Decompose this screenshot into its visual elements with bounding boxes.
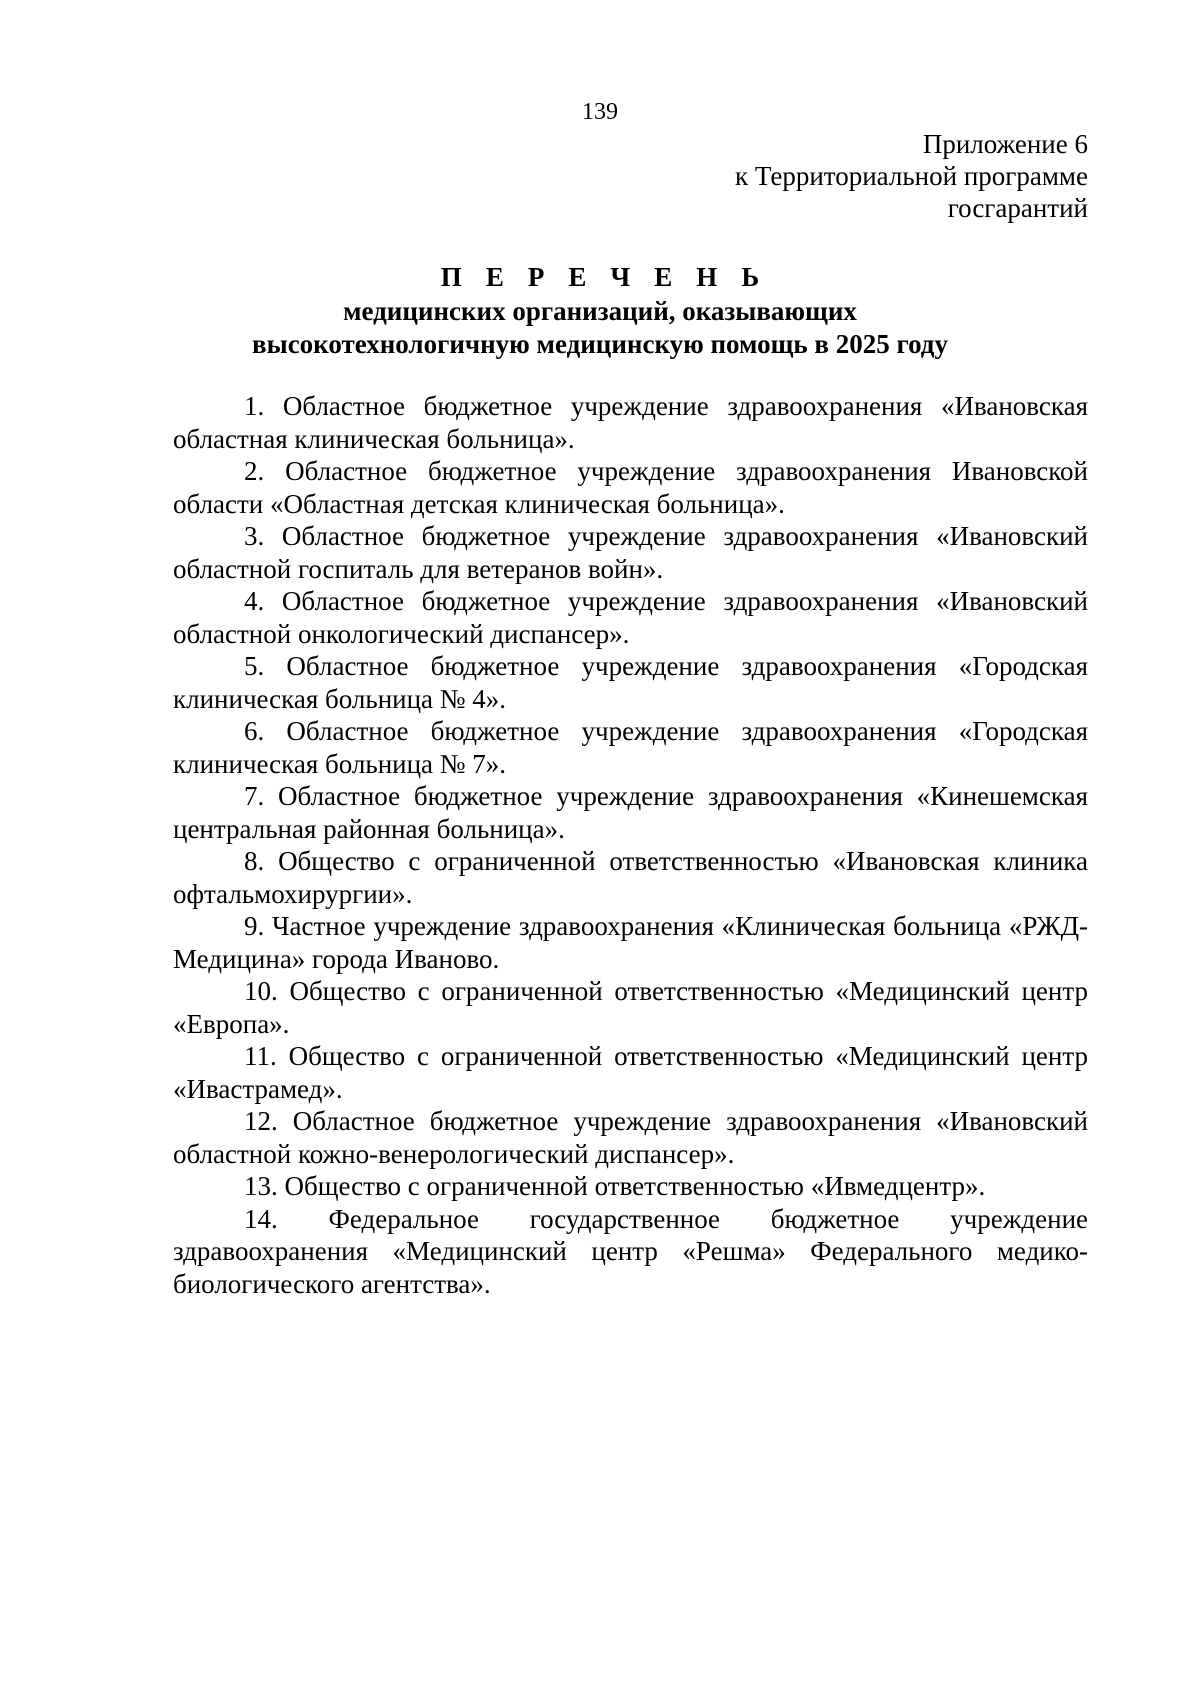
list-item: 8. Общество с ограниченной ответственностью «Ивановская клиника офтальмохирургии». [173, 846, 1088, 909]
list-item: 2. Областное бюджетное учреждение здравоохранения Ивановской области «Областная детская клиническая больница». [173, 456, 1088, 519]
list-item: 5. Областное бюджетное учреждение здравоохранения «Городская клиническая больница № 4». [173, 651, 1088, 714]
list-item: 12. Областное бюджетное учреждение здравоохранения «Ивановский областной кожно-венерологический диспансер». [173, 1106, 1088, 1169]
list-item: 14. Федеральное государственное бюджетное учреждение здравоохранения «Медицинский центр «Решма» Федерального медико-биологического агентства». [173, 1203, 1088, 1299]
document-subtitle-line-2: высокотехнологичную медицинскую помощь в 2025 году [252, 329, 948, 359]
page-number: 139 [582, 99, 618, 125]
organization-list [173, 390, 1088, 1300]
appendix-line-1: Приложение 6 [922, 129, 1088, 159]
list-item: 6. Областное бюджетное учреждение здравоохранения «Городская клиническая больница № 7». [173, 716, 1088, 779]
document-heading [0, 259, 1200, 361]
list-item: 7. Областное бюджетное учреждение здравоохранения «Кинешемская центральная районная больница». [173, 781, 1088, 844]
document-title: П Е Р Е Ч Е Н Ь [440, 262, 768, 292]
appendix-line-2: к Территориальной программе [735, 161, 1088, 191]
list-item: 10. Общество с ограниченной ответственностью «Медицинский центр «Европа». [173, 976, 1088, 1039]
appendix-reference [488, 128, 1088, 224]
list-item: 13. Общество с ограниченной ответственностью «Ивмедцентр». [244, 1171, 986, 1201]
appendix-line-3: госгарантий [947, 193, 1088, 223]
list-item: 1. Областное бюджетное учреждение здравоохранения «Ивановская областная клиническая больница». [173, 391, 1088, 454]
list-item: 4. Областное бюджетное учреждение здравоохранения «Ивановский областной онкологический диспансер». [173, 586, 1088, 649]
document-subtitle-line-1: медицинских организаций, оказывающих [343, 296, 857, 326]
list-item: 3. Областное бюджетное учреждение здравоохранения «Ивановский областной госпиталь для ветеранов войн». [173, 521, 1088, 584]
list-item: 9. Частное учреждение здравоохранения «Клиническая больница «РЖД-Медицина» города Иваново. [173, 911, 1088, 974]
list-item: 11. Общество с ограниченной ответственностью «Медицинский центр «Ивастрамед». [173, 1041, 1088, 1104]
